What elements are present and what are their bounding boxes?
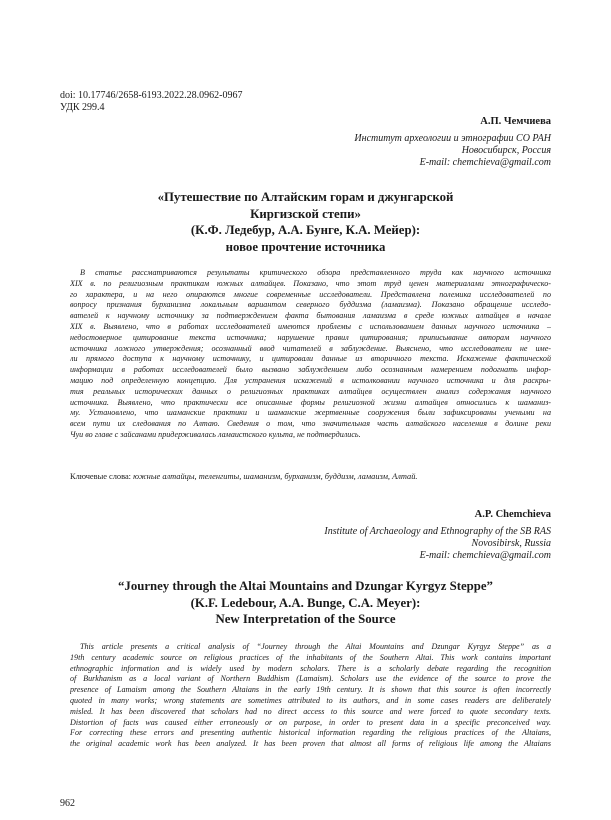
ru-abstract-line: мацию под определенную концепцию. Для устранения искажений в истолковании научного источника и для раскры- (70, 375, 551, 385)
page-number: 962 (60, 798, 75, 809)
ru-affiliation-email: E-mail: chemchieva@gmail.com (419, 157, 551, 168)
en-author-name: A.P. Chemchieva (474, 509, 551, 520)
ru-abstract-line: тия реальных исторических данных о религиозных практиках алтайцев осуществлен анализ содержания научного (70, 386, 551, 396)
en-abstract-line: ethnographic information and is widely used by modern scholars. There is a scholarly debate regarding the recognition (70, 663, 551, 673)
ru-abstract-line: источника ложного утверждения; осознанный ввод читателей в заблуждение. Выяснено, что исследователи не име- (70, 343, 551, 353)
ru-title-line: Киргизской степи» (250, 206, 361, 221)
en-abstract-line: presence of Lamaism among the Southern Altaians in the early 19th century. It is shown that this source is often incorrectly (70, 685, 551, 695)
en-abstract-line: misled. It has been discovered that scholars had no direct access to this source and were forced to quote secondary texts. (70, 706, 551, 716)
en-title-line: New Interpretation of the Source (215, 612, 396, 626)
en-abstract-line: quoted in many works; wrong statements are sometimes attributed to its authors, and in some cases readers are deliberately (70, 695, 551, 705)
ru-title-line: новое прочтение источника (225, 239, 386, 254)
en-author-block (101, 509, 551, 562)
ru-abstract-line: го характера, и на него опираются многие современные исследователи. Представлена полемика исследователей по (70, 289, 551, 299)
en-abstract-line: Distortion of facts was caused either erroneously or on purpose, in order to present data in a specific preconceived way. (70, 717, 551, 727)
ru-abstract-line: источника. Выявлено, что практически все описанные формы религиозной жизни алтайцев относились к шаманиз- (70, 397, 551, 407)
ru-keywords (70, 471, 418, 482)
ru-title-line: (К.Ф. Ледебур, А.А. Бунге, К.А. Мейер): (190, 223, 421, 237)
ru-author-block (101, 116, 551, 169)
udk-text: УДК 299.4 (60, 102, 105, 113)
en-abstract-line: This article presents a critical analysis of “Journey through the Altai Mountains and Dzungar Kyrgyz Steppe” as a (80, 642, 551, 651)
ru-abstract-line: ли прямого доступа к научному источнику, и цитировали данные из вторичного текста. Искажение фактической (70, 354, 551, 364)
keywords-list: южные алтайцы, теленгиты, шаманизм, бурханизм, буддизм, ламаизм, Алтай. (133, 472, 418, 481)
keywords-label: Ключевые слова: (70, 472, 131, 481)
ru-abstract-line: информации в работах исследователей было вызвано заблуждением либо осознанным намерением подогнать инфор- (70, 365, 551, 375)
en-affiliation-email: E-mail: chemchieva@gmail.com (419, 550, 551, 561)
ru-affiliation-institute: Институт археологии и этнографии СО РАН (354, 133, 551, 144)
ru-abstract-line: XIX в. по религиозным практикам южных алтайцев. Показано, что этот труд ценен материалами этнографическо- (70, 278, 551, 288)
en-abstract-line: of Burkhanism as a local variant of Northern Buddhism (Lamaism). Scholars use the evidence of the source to prove the (70, 674, 551, 684)
ru-abstract-line: му. Установлено, что шаманские практики и шаманские жертвенные сооружения были зафиксированы учеными на (70, 408, 551, 418)
en-title-line: “Journey through the Altai Mountains and Dzungar Kyrgyz Steppe” (118, 579, 493, 593)
ru-affiliation-city: Новосибирск, Россия (461, 145, 551, 156)
ru-abstract-line: всем пути их следования по Алтаю. Сведения о том, что значительная часть алтайского населения в долине реки (70, 419, 551, 429)
ru-article-title (60, 189, 551, 255)
en-affiliation-institute: Institute of Archaeology and Ethnography of the SB RAS (324, 526, 551, 537)
en-affiliation-city: Novosibirsk, Russia (471, 538, 551, 549)
en-abstract-line: 19th century academic source on religious practices of the inhabitants of the Southern Altai. This work contains important (70, 652, 551, 662)
doi-text: doi: 10.17746/2658-6193.2022.28.0962-0967 (60, 90, 243, 101)
ru-abstract-line: В статье рассматриваются результаты критического обзора представленного труда как научного источника (80, 268, 551, 277)
ru-author-name: А.П. Чемчиева (480, 116, 551, 127)
ru-abstract (70, 268, 551, 441)
ru-abstract-line: вопросу признания бурханизма локальным вариантом северного буддизма (ламаизма). Показано обращение исследо- (70, 300, 551, 310)
en-article-title (60, 578, 551, 628)
ru-abstract-line: недостоверное цитирование текста источника; нарушение правил цитирования; приписывание авторам научного (70, 332, 551, 342)
en-abstract (70, 642, 551, 750)
doi-block (60, 90, 243, 114)
ru-abstract-line: вателей к научному источнику за подтверждением факта бытования ламаизма в среде южных алтайцев в начале (70, 311, 551, 321)
en-abstract-line: For correcting these errors and presenting authentic historical information regarding the religious practices of the Altaians, (70, 728, 551, 738)
en-title-line: (K.F. Ledebour, A.A. Bunge, C.A. Meyer): (190, 595, 421, 610)
ru-abstract-line: XIX в. Выявлено, что в работах исследователей имеются проблемы с использованием данных научного источника – (70, 321, 551, 331)
ru-title-line: «Путешествие по Алтайским горам и джунгарской (157, 190, 454, 204)
ru-abstract-line: Чуи во главе с зайсанами придерживалась ламаистского культа, не подтвердились. (70, 429, 361, 439)
en-abstract-line: the original academic work has been analyzed. It has been proven that almost all forms of religious life among the Altaians (70, 739, 551, 749)
